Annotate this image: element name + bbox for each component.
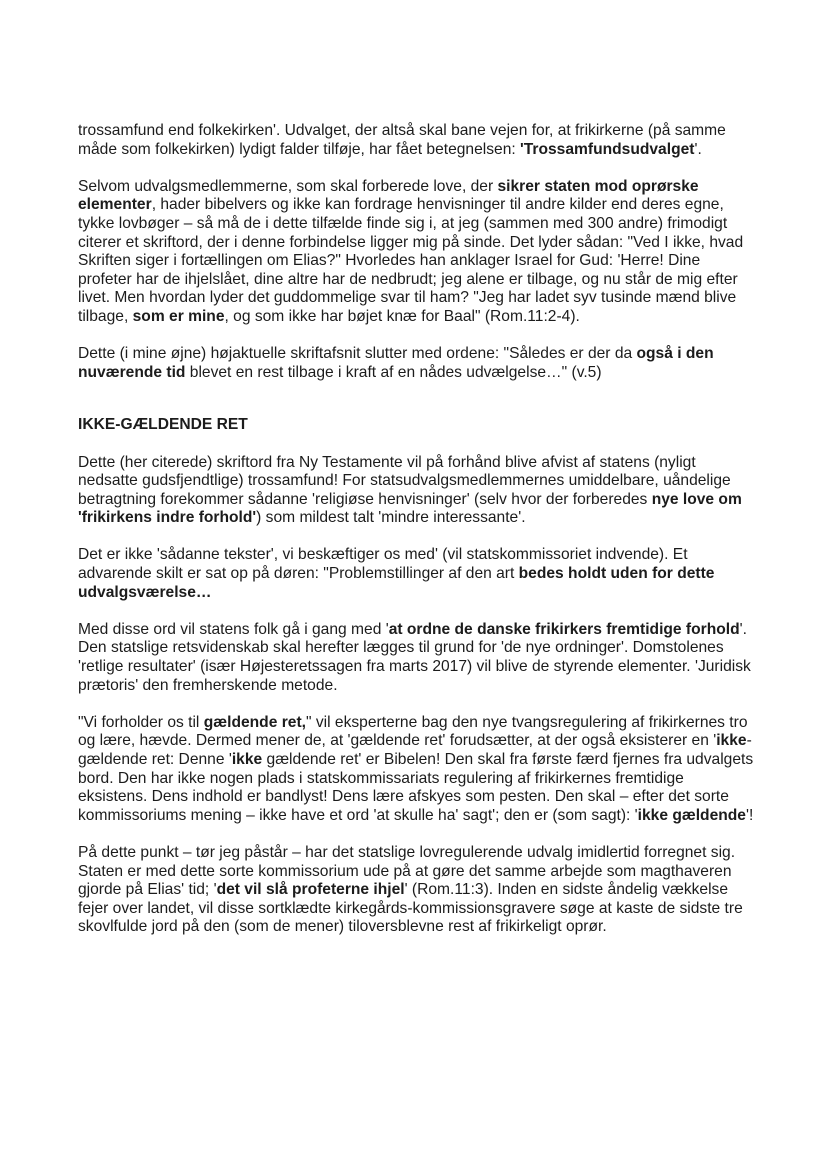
bold-text: også i den nuværende tid [78, 345, 714, 381]
paragraph [78, 844, 754, 937]
bold-text: ikke gældende [637, 806, 746, 824]
paragraph [78, 345, 754, 382]
text-run: På dette punkt – tør jeg påstår – har det statslige lovregulerende udvalg imidlertid forregnet sig. Staten er med dette sorte kommissorium ude på at gøre det samme arbejde som magthaveren gjorde på Elias' tid; ' [78, 843, 736, 899]
text-run: '. [694, 140, 702, 158]
text-run: blevet en rest tilbage i kraft af en nådes udvælgelse…" (v.5) [185, 363, 602, 381]
document-page [78, 122, 754, 956]
text-run: Det er ikke 'sådanne tekster', vi beskæftiger os med' (vil statskommissoriet indvende). Et advarende skilt er sat op på døren: "Problemstillinger af den art [78, 546, 688, 583]
text-run: '! [745, 806, 754, 824]
text-run: Dette (her citerede) skriftord fra Ny Testamente vil på forhånd blive afvist af statens (nyligt nedsatte gudsfjendtlige) trossamfund! For statsudvalgsmedlemmernes umiddelbare, uåndelige betragtning forekommer sådanne 'religiøse henvisninger' (selv hvor der forberedes [78, 453, 731, 508]
text-run: trossamfund end folkekirken'. Udvalget, der altså skal bane vejen for, at frikirkerne (på samme måde som folkekirken) lydigt falder tilføje, har fået betegnelsen: [78, 122, 726, 158]
paragraph [78, 178, 754, 327]
bold-text: ikke [231, 751, 263, 768]
bold-text: sikrer staten mod oprørske elementer [78, 177, 699, 214]
paragraph [78, 454, 754, 528]
paragraph [78, 546, 754, 602]
text-run: gældende ret' er Bibelen! Den skal fra første færd fjernes fra udvalgets bord. Den har ikke nogen plads i statskommissariats regulering af frikirkernes fremtidige eksistens. Dens indhold er bandlyst! Dens lære afskyes som pesten. Den skal – efter det sorte kommissoriums mening – ikke have et ord 'at skulle ha' sagt'; den er (som sagt): ' [78, 751, 754, 824]
bold-text: at ordne de danske frikirkers fremtidige forhold [388, 620, 740, 638]
bold-text: gældende ret, [203, 713, 306, 731]
text-run: , hader bibelvers og ikke kan fordrage henvisninger til andre kilder end deres egne, tykke lovbøger – så må de i dette tilfælde finde sig i, at jeg (sammen med 300 andre) frimodigt citerer et skriftord, der i denne forbindelse ligger mig på sinde. Det lyder sådan: "Ved I ikke, hvad Skriften siger i fortællingen om Elias?" Hvorledes han anklager Israel for Gud: 'Herre! Dine profeter har de ihjelslået, dine altre har de nedbrudt; jeg alene er tilbage, og nu står de mig efter livet. Men hvordan lyder det guddommelige svar til ham? "Jeg har ladet syv tusinde mænd blive tilbage, [78, 196, 744, 325]
bold-text: det vil slå profeterne ihjel [216, 881, 405, 899]
body-text-section-2 [78, 454, 754, 937]
bold-text: 'Trossamfundsudvalget [520, 140, 695, 158]
bold-text: nye love om 'frikirkens indre forhold' [78, 490, 742, 527]
text-run: Dette (i mine øjne) højaktuelle skriftafsnit slutter med ordene: "Således er der da [78, 345, 637, 363]
paragraph [78, 122, 754, 159]
paragraph [78, 621, 754, 695]
text-run: -gældende ret: Denne ' [78, 732, 752, 768]
bold-text: som er mine [132, 307, 225, 325]
text-run: '. Den statslige retsvidenskab skal herefter lægges til grund for 'de nye ordninger'. Domstolenes 'retlige resultater' (især Højesteretssagen fra marts 2017) vil blive de styrende elementer. 'Juridisk prætoris' den fremherskende metode. [78, 620, 751, 694]
bold-text: ikke [716, 732, 747, 750]
paragraph [78, 714, 754, 826]
text-run: Med disse ord vil statens folk gå i gang med ' [78, 620, 389, 638]
text-run: " vil eksperterne bag den nye tvangsregulering af frikirkernes tro og lære, hævde. Dermed mener de, at 'gældende ret' forudsætter, at der også eksisterer en ' [78, 713, 748, 750]
text-run: Selvom udvalgsmedlemmerne, som skal forberede love, der [78, 177, 498, 195]
text-run: "Vi forholder os til [78, 713, 204, 731]
text-run: , og som ikke har bøjet knæ for Baal" (Rom.11:2-4). [224, 307, 580, 325]
section-heading: IKKE-GÆLDENDE RET [78, 416, 248, 434]
bold-text: bedes holdt uden for dette udvalgsværelse… [78, 565, 715, 601]
text-run: ' (Rom.11:3). Inden en sidste åndelig vækkelse fejer over landet, vil disse sortklædte kirkegårds-kommissionsgravere søge at kaste de sidste tre skovlfulde jord på den (som de mener) tiloversblevne rest af frikirkeligt oprør. [78, 881, 743, 936]
body-text-section [78, 122, 754, 382]
text-run: ) som mildest talt 'mindre interessante'. [256, 509, 526, 527]
